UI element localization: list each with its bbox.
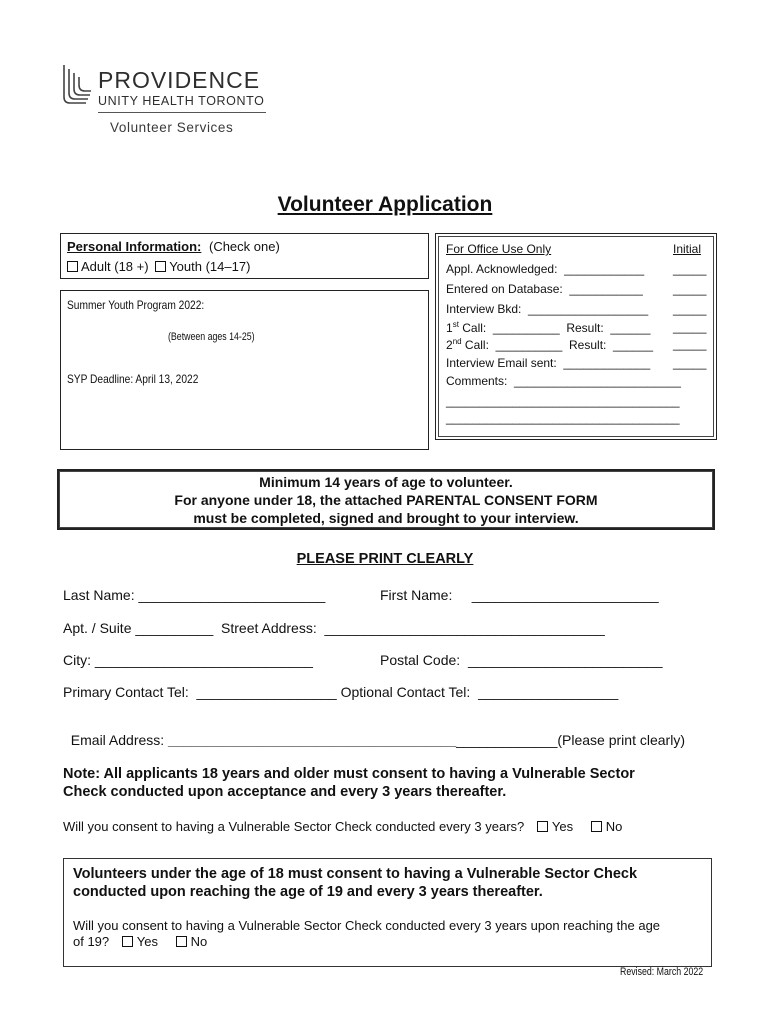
adult-checkbox[interactable]: [67, 261, 78, 272]
logo-title: PROVIDENCE: [98, 67, 261, 93]
office-heading: For Office Use Only: [446, 242, 552, 256]
logo-divider: [98, 112, 266, 113]
vsc-no-checkbox[interactable]: [591, 821, 602, 832]
postal-code-field[interactable]: Postal Code: _________________________: [380, 652, 663, 668]
initial-blank: _____: [673, 320, 707, 334]
under18-line-1: Volunteers under the age of 18 must consent to having a Vulnerable Sector Check: [73, 866, 638, 882]
call1-number: 1: [446, 321, 453, 335]
initial-blank: _____: [673, 282, 707, 296]
personal-info-heading: [67, 239, 280, 254]
vsc-question-row: [63, 819, 622, 834]
vsc-yes-checkbox[interactable]: [537, 821, 548, 832]
initial-blank: _____: [673, 262, 707, 276]
office-comment-line: ___________________________________: [446, 394, 680, 408]
under18-yes-checkbox[interactable]: [122, 936, 133, 947]
syp-program: Summer Youth Program 2022:: [67, 298, 205, 312]
city-field[interactable]: City: ____________________________: [63, 652, 313, 668]
first-name-field[interactable]: First Name: ________________________: [380, 587, 659, 603]
address-field[interactable]: Apt. / Suite __________ Street Address: ____________________________________: [63, 620, 605, 636]
email-note: (Please print clearly): [557, 732, 685, 748]
under18-question-2: of 19?: [73, 934, 110, 949]
initial-blank: _____: [673, 337, 707, 351]
personal-info-label: Personal Information:: [67, 239, 202, 254]
office-initial-heading: Initial: [673, 242, 702, 256]
summer-youth-box: [60, 290, 429, 450]
under18-no-checkbox[interactable]: [176, 936, 187, 947]
office-interview: Interview Bkd: __________________: [446, 302, 649, 316]
office-database: Entered on Database: ___________: [446, 282, 643, 296]
notice-line-2: For anyone under 18, the attached PARENTAL CONSENT FORM: [174, 492, 598, 508]
revised-date: Revised: March 2022: [620, 966, 704, 978]
email-row[interactable]: [63, 716, 685, 748]
last-name-field[interactable]: Last Name: ________________________: [63, 587, 326, 603]
office-email-sent: Interview Email sent: _____________: [446, 356, 651, 370]
syp-ages: (Between ages 14-25): [168, 331, 255, 343]
call2-number: 2: [446, 338, 453, 352]
office-call-1: [446, 320, 650, 335]
contact-tel-fields[interactable]: Primary Contact Tel: __________________ Optional Contact Tel: __________________: [63, 684, 619, 700]
under18-line-2: conducted upon reaching the age of 19 and every 3 years thereafter.: [73, 884, 543, 900]
check-one-label: (Check one): [208, 239, 280, 254]
vsc-note-line-2: Check conducted upon acceptance and every 3 years thereafter.: [63, 784, 507, 800]
initial-blank: _____: [673, 356, 707, 370]
under18-question-row: [73, 934, 207, 949]
category-options: [67, 259, 250, 274]
vsc-question: Will you consent to having a Vulnerable Sector Check conducted every 3 years?: [63, 819, 525, 834]
office-comments: Comments: _________________________: [446, 374, 681, 388]
under18-no-label: No: [190, 934, 208, 949]
email-blank[interactable]: _____________: [456, 732, 558, 748]
email-label: Email Address:: [70, 732, 165, 748]
notice-line-1: Minimum 14 years of age to volunteer.: [259, 474, 513, 490]
notice-line-3: must be completed, signed and brought to your interview.: [193, 510, 579, 526]
call2-rest: Call: __________ Result: ______: [461, 338, 654, 352]
office-comment-line: ___________________________________: [446, 411, 680, 425]
call2-suffix: nd: [452, 337, 462, 346]
under18-question-1: Will you consent to having a Vulnerable Sector Check conducted every 3 years upon reaching the age: [73, 918, 661, 933]
office-call-2: [446, 337, 653, 352]
vsc-yes-label: Yes: [551, 819, 574, 834]
call1-suffix: st: [452, 320, 459, 329]
youth-checkbox[interactable]: [155, 261, 166, 272]
under18-yes-label: Yes: [136, 934, 158, 949]
adult-label: Adult (18 +): [81, 259, 149, 274]
vsc-no-label: No: [605, 819, 623, 834]
youth-label: Youth (14–17): [169, 259, 251, 274]
print-clearly-heading: PLEASE PRINT CLEARLY: [296, 551, 474, 567]
office-acknowledged: Appl. Acknowledged: ____________: [446, 262, 645, 276]
vsc-note-line-1: Note: All applicants 18 years and older must consent to having a Vulnerable Sector: [63, 766, 635, 782]
logo-department: Volunteer Services: [110, 120, 234, 135]
page-title: Volunteer Application: [277, 193, 493, 216]
email-line[interactable]: _____________________________________: [168, 732, 457, 748]
call1-rest: Call: __________ Result: ______: [458, 321, 651, 335]
providence-logo-icon: [60, 63, 94, 110]
syp-deadline: SYP Deadline: April 13, 2022: [67, 372, 199, 386]
logo-subtitle: UNITY HEALTH TORONTO: [98, 94, 265, 108]
initial-blank: _____: [673, 302, 707, 316]
